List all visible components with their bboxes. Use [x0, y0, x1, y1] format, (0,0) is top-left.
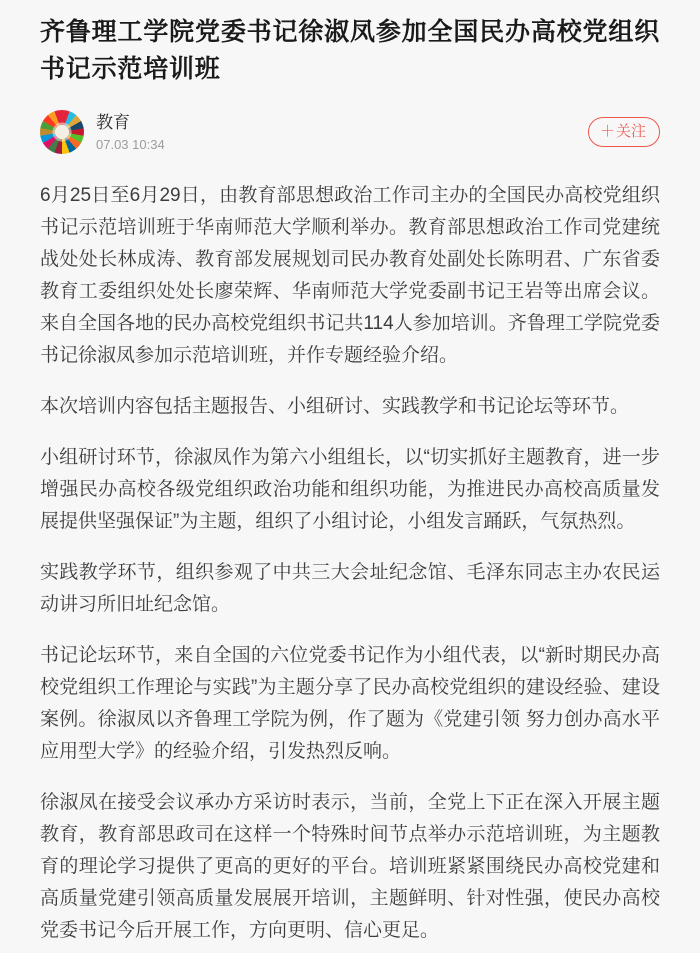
- page-title: 齐鲁理工学院党委书记徐淑凤参加全国民办高校党组织书记示范培训班: [40, 18, 660, 83]
- plus-icon: ＋: [599, 123, 615, 140]
- author-name[interactable]: 教育: [96, 112, 130, 132]
- article-paragraph: 徐淑凤在接受会议承办方采访时表示，当前，全党上下正在深入开展主题教育，教育部思政司在这样一个特殊时间节点举办示范培训班，为主题教育的理论学习提供了更高的更好的平台。培训班紧紧围绕民办高校党建和高质量党建引领高质量发展展开培训，主题鲜明、针对性强，使民办高校党委书记今后开展工作，方向更明、信心更足。: [40, 792, 660, 941]
- article-paragraph: 实践教学环节，组织参观了中共三大会址纪念馆、毛泽东同志主办农民运动讲习所旧址纪念馆。: [40, 562, 660, 615]
- author-row: [40, 110, 660, 154]
- publish-time: 07.03 10:34: [96, 136, 165, 152]
- follow-button[interactable]: [588, 117, 660, 147]
- article-body: [40, 180, 660, 947]
- article-paragraph: 书记论坛环节，来自全国的六位党委书记作为小组代表，以“新时期民办高校党组织工作理论与实践”为主题分享了民办高校党组织的建设经验、建设案例。徐淑凤以齐鲁理工学院为例，作了题为《党建引领 努力创办高水平应用型大学》的经验介绍，引发热烈反响。: [40, 645, 660, 762]
- author-meta: [96, 112, 165, 153]
- follow-button-label: 关注: [615, 123, 646, 140]
- author-avatar[interactable]: [40, 110, 84, 154]
- article-paragraph: 本次培训内容包括主题报告、小组研讨、实践教学和书记论坛等环节。: [40, 396, 630, 417]
- article-paragraph: 6月25日至6月29日，由教育部思想政治工作司主办的全国民办高校党组织书记示范培训班于华南师范大学顺利举办。教育部思想政治工作司党建统战处处长林成涛、教育部发展规划司民办教育处副处长陈明君、广东省委教育工委组织处处长廖荣辉、华南师范大学党委副书记王岩等出席会议。来自全国各地的民办高校党组织书记共114人参加培训。齐鲁理工学院党委书记徐淑凤参加示范培训班，并作专题经验介绍。: [40, 185, 660, 366]
- article-paragraph: 小组研讨环节，徐淑凤作为第六小组组长，以“切实抓好主题教育，进一步增强民办高校各级党组织政治功能和组织功能，为推进民办高校高质量发展提供坚强保证”为主题，组织了小组讨论，小组发言踊跃，气氛热烈。: [40, 447, 660, 532]
